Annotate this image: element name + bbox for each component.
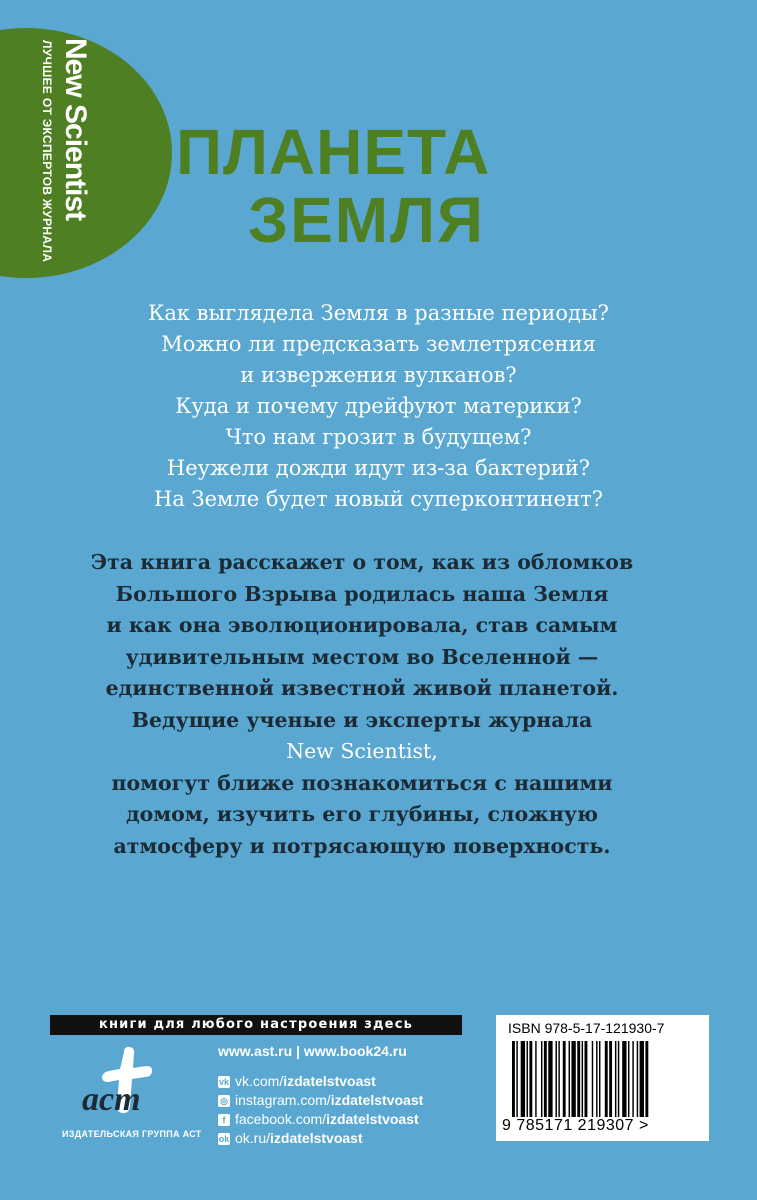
barcode-bar: [640, 1041, 644, 1117]
brand-block: [40, 38, 100, 263]
barcode-bar: [609, 1041, 612, 1117]
brand-tagline: ЛУЧШЕЕ ОТ ЭКСПЕРТОВ ЖУРНАЛА: [40, 40, 54, 263]
question-line: Можно ли предсказать землетрясения: [161, 332, 596, 356]
question-line: На Земле будет новый суперконтинент?: [154, 487, 603, 511]
barcode-bar: [615, 1041, 616, 1117]
description-line: удивительным местом во Вселенной —: [125, 644, 599, 669]
publisher-name: ИЗДАТЕЛЬСКАЯ ГРУППА АСТ: [62, 1129, 202, 1139]
isbn-digits: 9 785171 219307 >: [502, 1117, 649, 1134]
ast-logo: [72, 1044, 168, 1124]
description-line: единственной известной живой планетой.: [105, 676, 619, 700]
questions-block: [0, 298, 757, 515]
description-highlight: New Scientist,: [286, 739, 438, 763]
facebook-icon: f: [218, 1114, 230, 1126]
barcode-bar: [569, 1041, 570, 1117]
social-link-vk[interactable]: [218, 1072, 423, 1091]
barcode-bar: [548, 1041, 552, 1117]
barcode-bar: [582, 1041, 583, 1117]
description-line: домом, изучить его глубины, сложную: [126, 802, 598, 826]
title-line-2: ЗЕМЛЯ: [248, 184, 485, 256]
description-block: [0, 547, 724, 862]
tagline-bar: книги для любого настроения здесь: [50, 1015, 462, 1035]
barcode-bar: [512, 1041, 515, 1117]
social-handle: izdatelstvoast: [330, 1092, 424, 1108]
logo-text: аст: [82, 1081, 141, 1118]
social-handle: izdatelstvoast: [270, 1130, 363, 1146]
barcode-bar: [541, 1041, 542, 1117]
barcode-bar: [563, 1041, 566, 1117]
barcode-bar: [571, 1041, 575, 1117]
question-line: Как выглядела Земля в разные периоды?: [148, 301, 609, 325]
barcode-bar: [592, 1041, 593, 1117]
social-prefix: facebook.com/: [235, 1111, 327, 1127]
barcode-bar: [556, 1041, 557, 1117]
question-line: Что нам грозит в будущем?: [225, 425, 532, 449]
isbn-label: ISBN 978-5-17-121930-7: [508, 1020, 665, 1036]
question-line: и извержения вулканов?: [240, 363, 517, 387]
barcode-bar: [605, 1041, 608, 1117]
ok-icon: ok: [218, 1133, 230, 1144]
barcode-bar: [632, 1041, 633, 1117]
social-handle: izdatelstvoast: [326, 1111, 419, 1127]
barcode-bar: [628, 1041, 629, 1117]
description-line: и как она эволюционировала, став самым: [106, 613, 618, 637]
barcode-bar: [521, 1041, 525, 1117]
question-line: Куда и почему дрейфуют материки?: [175, 394, 582, 418]
question-line: Неужели дожди идут из-за бактерий?: [166, 456, 591, 480]
description-line: Большого Взрыва родилась наша Земля: [115, 581, 609, 606]
barcode-bar: [527, 1041, 528, 1117]
barcode-bar: [544, 1041, 547, 1117]
instagram-icon: ◎: [218, 1095, 230, 1107]
barcode-bar: [622, 1041, 626, 1117]
social-link-facebook[interactable]: [218, 1110, 423, 1129]
barcode-bar: [558, 1041, 559, 1117]
vk-icon: vk: [218, 1076, 229, 1087]
isbn-barcode-box: [496, 1015, 709, 1141]
description-line: помогут ближе познакомиться с нашими: [111, 770, 613, 795]
barcode-bar: [645, 1041, 648, 1117]
social-prefix: ok.ru/: [235, 1130, 271, 1146]
barcode-bar: [529, 1041, 532, 1117]
barcode-bar: [599, 1041, 600, 1117]
website-links[interactable]: www.ast.ru | www.book24.ru: [218, 1043, 407, 1059]
social-handle: izdatelstvoast: [283, 1073, 376, 1089]
barcode-bar: [577, 1041, 580, 1117]
social-link-instagram[interactable]: [218, 1091, 423, 1110]
barcode-bar: [535, 1041, 536, 1117]
book-title: [176, 116, 491, 256]
social-links: [218, 1072, 423, 1148]
social-prefix: vk.com/: [235, 1073, 284, 1089]
brand-name: New Scientist: [59, 38, 92, 221]
barcode-bar: [516, 1041, 517, 1117]
description-line: Ведущие ученые и эксперты журнала: [131, 707, 593, 732]
title-line-1: ПЛАНЕТА: [176, 116, 491, 188]
barcode-bar: [618, 1041, 619, 1117]
social-link-ok[interactable]: [218, 1129, 423, 1148]
social-prefix: instagram.com/: [235, 1092, 331, 1108]
barcode-bar: [637, 1041, 638, 1117]
barcode: [512, 1041, 692, 1117]
barcode-bar: [596, 1041, 597, 1117]
description-line: атмосферу и потрясающую поверхность.: [113, 833, 611, 858]
barcode-bar: [585, 1041, 588, 1117]
description-line: Эта книга расскажет о том, как из обломков: [90, 550, 634, 574]
